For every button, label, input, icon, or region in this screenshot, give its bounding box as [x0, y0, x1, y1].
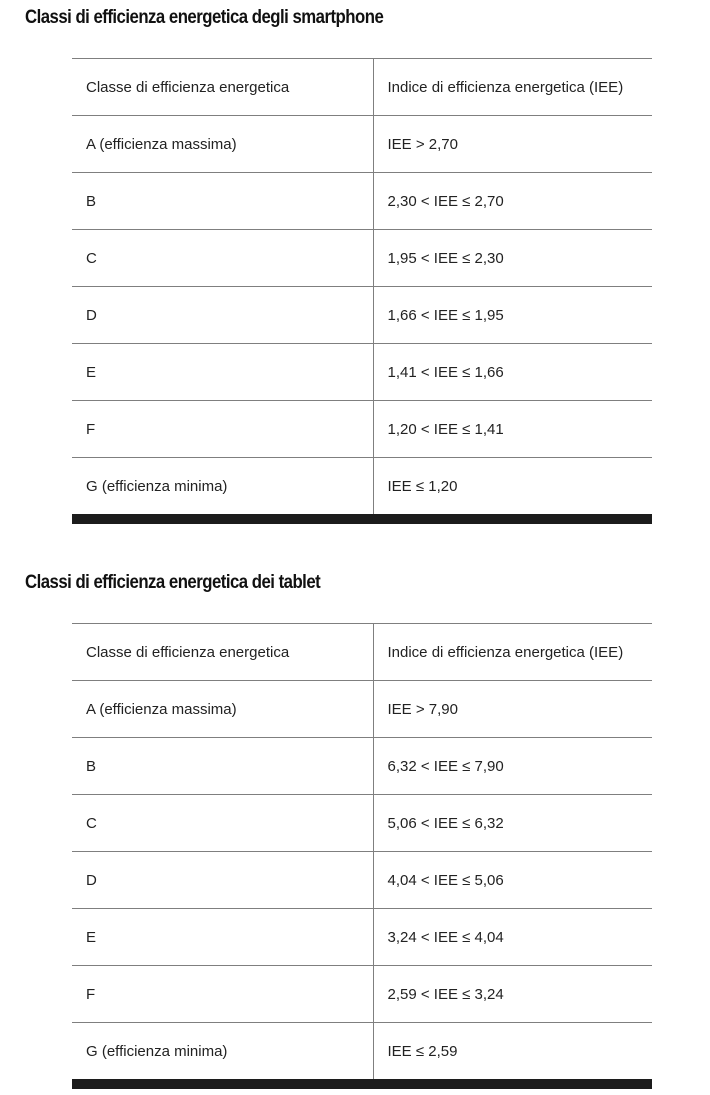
cell-index: 6,32 < IEE ≤ 7,90: [373, 738, 652, 795]
cell-index: IEE > 7,90: [373, 681, 652, 738]
cell-index: 4,04 < IEE ≤ 5,06: [373, 852, 652, 909]
cell-class: D: [72, 287, 373, 344]
cell-index: 2,59 < IEE ≤ 3,24: [373, 966, 652, 1023]
cell-index: 1,66 < IEE ≤ 1,95: [373, 287, 652, 344]
cell-index: IEE > 2,70: [373, 116, 652, 173]
section-title-smartphone: Classi di efficienza energetica degli smartphone: [25, 6, 384, 28]
cell-class: B: [72, 173, 373, 230]
cell-class: C: [72, 230, 373, 287]
cell-index: 5,06 < IEE ≤ 6,32: [373, 795, 652, 852]
cell-class: C: [72, 795, 373, 852]
cell-class: F: [72, 966, 373, 1023]
table-row: [72, 116, 652, 173]
header-cell-index: Indice di efficienza energetica (IEE): [373, 59, 652, 116]
cell-class: E: [72, 344, 373, 401]
table-row: [72, 458, 652, 520]
table-row: [72, 966, 652, 1023]
table-header-row: [72, 624, 652, 681]
cell-class: A (efficienza massima): [72, 116, 373, 173]
cell-index: IEE ≤ 2,59: [373, 1023, 652, 1085]
cell-class: E: [72, 909, 373, 966]
cell-class: F: [72, 401, 373, 458]
table-row: [72, 681, 652, 738]
cell-index: 1,95 < IEE ≤ 2,30: [373, 230, 652, 287]
table-row: [72, 173, 652, 230]
table-row: [72, 344, 652, 401]
cell-index: IEE ≤ 1,20: [373, 458, 652, 520]
cell-class: B: [72, 738, 373, 795]
cell-index: 3,24 < IEE ≤ 4,04: [373, 909, 652, 966]
cell-index: 2,30 < IEE ≤ 2,70: [373, 173, 652, 230]
cell-class: D: [72, 852, 373, 909]
header-cell-index: Indice di efficienza energetica (IEE): [373, 624, 652, 681]
section-title-tablet: Classi di efficienza energetica dei tablet: [25, 571, 321, 593]
cell-class: G (efficienza minima): [72, 458, 373, 520]
table-row: [72, 401, 652, 458]
header-cell-class: Classe di efficienza energetica: [72, 624, 373, 681]
table-row: [72, 230, 652, 287]
table-row: [72, 1023, 652, 1085]
table-row: [72, 795, 652, 852]
table-row: [72, 287, 652, 344]
cell-class: A (efficienza massima): [72, 681, 373, 738]
table-row: [72, 909, 652, 966]
header-cell-class: Classe di efficienza energetica: [72, 59, 373, 116]
table-header-row: [72, 59, 652, 116]
table-tablet-efficiency: [72, 623, 652, 1089]
cell-index: 1,41 < IEE ≤ 1,66: [373, 344, 652, 401]
table-smartphone-efficiency: [72, 58, 652, 524]
table-row: [72, 852, 652, 909]
cell-class: G (efficienza minima): [72, 1023, 373, 1085]
table-row: [72, 738, 652, 795]
cell-index: 1,20 < IEE ≤ 1,41: [373, 401, 652, 458]
